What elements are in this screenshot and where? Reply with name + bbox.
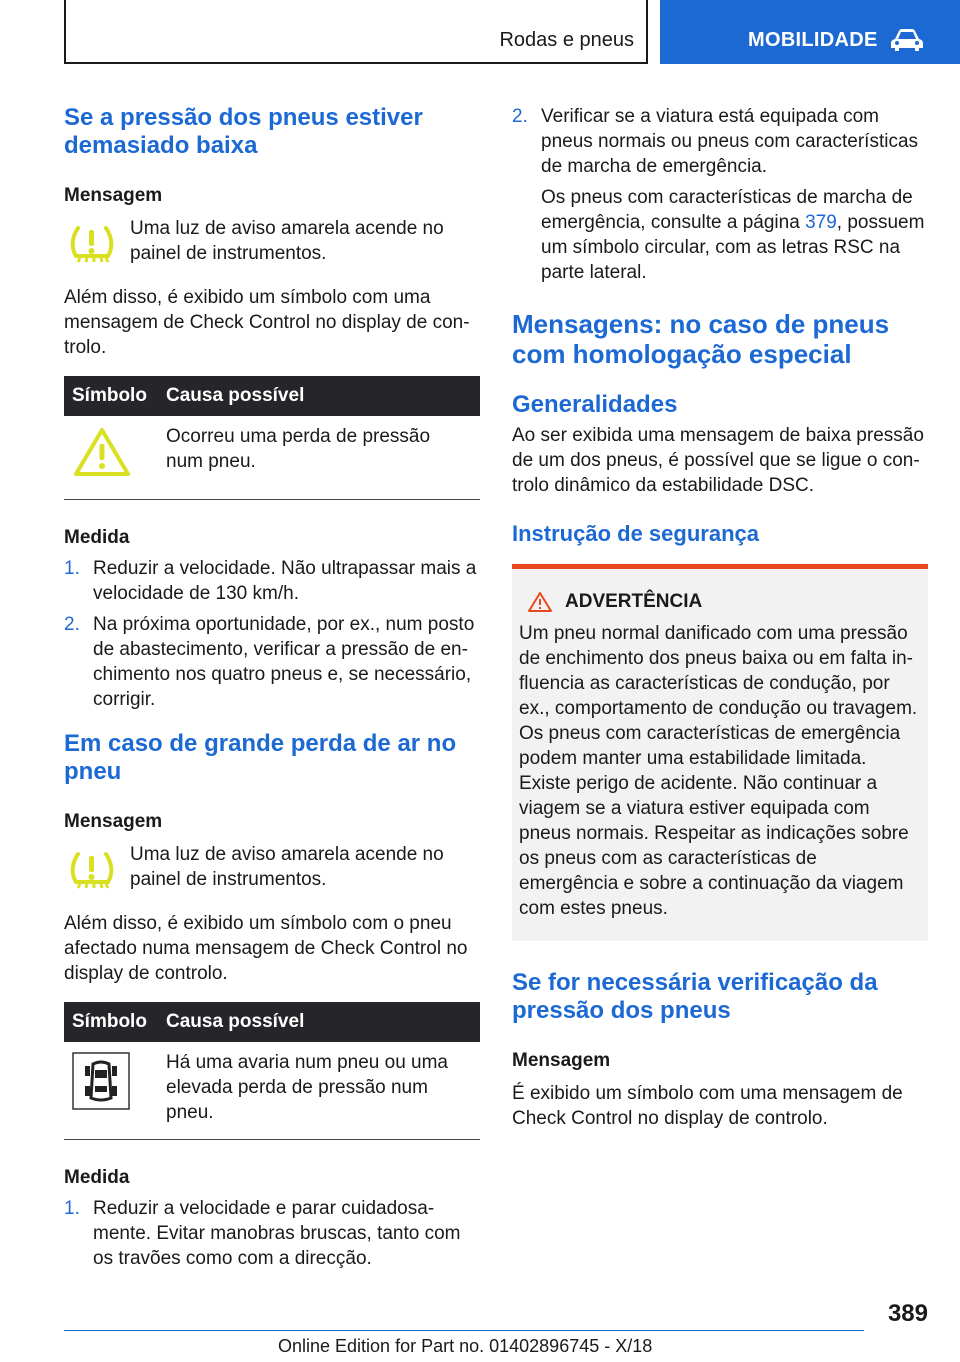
general-text: Ao ser exibida uma mensagem de baixa pressão de um dos pneus, é possível que se ligue o controlo dinâmico da estabilidade DSC. bbox=[512, 425, 924, 496]
table-cell-cause: Há uma avaria num pneu ou uma elevada perda de pressão num pneu. bbox=[158, 1042, 480, 1140]
message-heading: Mensagem bbox=[64, 811, 163, 832]
measure-heading: Medida bbox=[64, 527, 130, 548]
page-number: 389 bbox=[887, 1300, 928, 1327]
measure-heading: Medida bbox=[64, 1167, 130, 1188]
message-heading: Mensagem bbox=[64, 185, 163, 206]
section-title: Em caso de grande perda de ar no pneu bbox=[64, 730, 457, 785]
measure-list-continued bbox=[512, 104, 928, 285]
table-header-cause: Causa possível bbox=[158, 1002, 480, 1042]
warning-triangle-icon bbox=[72, 426, 132, 478]
warning-triangle-icon bbox=[527, 591, 553, 613]
table-header-symbol: Símbolo bbox=[64, 376, 158, 416]
warning-label: ADVERTÊNCIA bbox=[565, 591, 703, 612]
message-text: Uma luz de aviso amarela acende no painel de instrumentos. bbox=[130, 844, 444, 890]
additional-text: Além disso, é exibido um símbolo com uma mensagem de Check Control no display de controlo. bbox=[64, 287, 470, 358]
table-header-symbol: Símbolo bbox=[64, 1002, 158, 1042]
tire-pressure-warning-icon bbox=[64, 846, 120, 894]
warning-box bbox=[512, 564, 928, 941]
footer-divider bbox=[64, 1330, 864, 1331]
table-row bbox=[64, 1042, 480, 1140]
measure-list bbox=[64, 556, 480, 712]
list-item-subtext: Os pneus com características de marcha de emergência, consulte a página 379, possuem um símbolo circular, com as letras RSC na parte lateral. bbox=[541, 187, 925, 283]
table-header-cause: Causa possível bbox=[158, 376, 480, 416]
section-title: Se a pressão dos pneus estiver demasiado baixa bbox=[64, 104, 423, 159]
subsection-title-safety: Instrução de segurança bbox=[512, 521, 759, 546]
message-row bbox=[64, 216, 480, 273]
section-title: Se for necessária verificação da pressão dos pneus bbox=[512, 969, 878, 1024]
header-section-title: Rodas e pneus bbox=[499, 29, 634, 51]
header-category-label: MOBILIDADE bbox=[748, 29, 878, 51]
list-item: 2. Na próxima oportunidade, por ex., num posto de abastecimento, verificar a pressão de enchimento nos quatro pneus e, se necessário, corrigir. bbox=[64, 614, 475, 710]
subsection-title-general: Generalidades bbox=[512, 391, 678, 418]
section-low-pressure bbox=[64, 104, 480, 718]
table-cell-cause: Ocorreu uma perda de pressão num pneu. bbox=[158, 416, 480, 500]
header-section-box bbox=[64, 0, 648, 64]
message-text: É exibido um símbolo com uma mensagem de Check Control no display de controlo. bbox=[512, 1083, 903, 1129]
warning-header bbox=[519, 591, 921, 613]
symbol-table bbox=[64, 1002, 480, 1140]
tire-pressure-warning-icon bbox=[64, 220, 120, 268]
list-item: 1. Reduzir a velocidade e parar cuidadosamente. Evitar manobras bruscas, tanto com os travões como com a direcção. bbox=[64, 1198, 461, 1269]
message-heading: Mensagem bbox=[512, 1050, 611, 1071]
section-large-air-loss bbox=[64, 730, 480, 1277]
right-column bbox=[512, 104, 928, 1131]
car-icon bbox=[890, 28, 924, 52]
list-item: 1. Reduzir a velocidade. Não ultrapassar mais a velocidade de 130 km/h. bbox=[64, 558, 477, 604]
list-item: 2. Verificar se a viatura está equipada com pneus normais ou pneus com características de marcha de emergência. Os pneus com características de marcha de emergência, consulte a página 379, possuem um símbolo circular, com as letras RSC na parte lateral. bbox=[512, 104, 928, 285]
page-reference-link[interactable]: 379 bbox=[805, 212, 837, 233]
additional-text: Além disso, é exibido um símbolo com o pneu afectado numa mensagem de Check Control no display de controlo. bbox=[64, 913, 468, 984]
car-tire-damage-icon bbox=[72, 1052, 130, 1110]
footer-edition: Online Edition for Part no. 01402896745 - X/18 bbox=[278, 1336, 653, 1356]
warning-text: Um pneu normal danificado com uma pressão de enchimento dos pneus baixa ou em falta influencia as características de condução, por ex., comportamento de condução ou travagem. Os pneus com características de emergência podem manter uma estabilidade limitada. Existe perigo de acidente. Não continuar a viagem se a viatura estiver equipada com pneus normais. Respeitar as indicações sobre os pneus com as características de emergência e sobre a continuação da viagem com estes pneus. bbox=[519, 623, 918, 919]
header-category-tab[interactable] bbox=[660, 0, 960, 64]
message-text: Uma luz de aviso amarela acende no painel de instrumentos. bbox=[130, 218, 444, 264]
table-row bbox=[64, 416, 480, 500]
section-title: Mensagens: no caso de pneus com homologação especial bbox=[512, 309, 890, 369]
symbol-table bbox=[64, 376, 480, 500]
message-row bbox=[64, 842, 480, 899]
measure-list bbox=[64, 1196, 480, 1271]
